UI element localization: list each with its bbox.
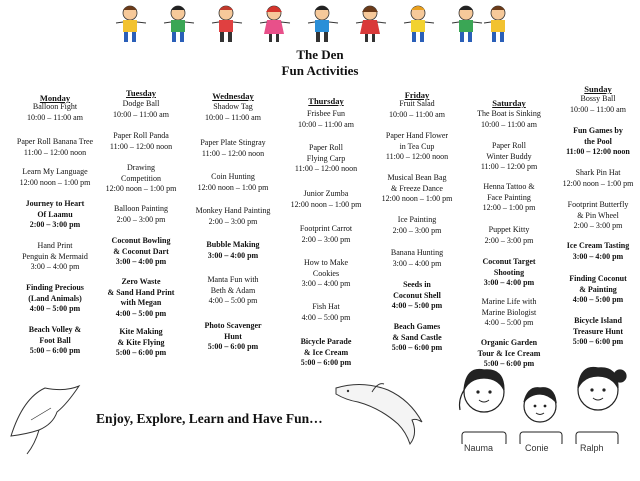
activity-time: 3:00 – 4:00 pm [115, 257, 167, 266]
activity-item [372, 215, 462, 236]
activity-item [556, 168, 640, 189]
activity-time: 4:00 – 5:00 pm [29, 304, 81, 313]
activity-time: 4:00 – 5:00 pm [301, 312, 351, 322]
activity-name: Finding Precious (Land Animals) [26, 283, 84, 303]
activity-time: 10:00 – 11:00 am [570, 104, 626, 114]
activity-name: Paper Hand Flower in Tea Cup [385, 131, 449, 151]
activity-time: 3:00 – 4:00 pm [392, 258, 442, 268]
activity-name: Manta Fun with Beth & Adam [207, 275, 259, 295]
activity-time: 10:00 – 11:00 am [205, 112, 261, 122]
activity-time: 4:00 – 5:00 pm [484, 318, 534, 327]
activity-name: Ice Painting [397, 215, 437, 224]
footer-tagline: Enjoy, Explore, Learn and Have Fun… [96, 411, 323, 426]
activity-time: 11:00 – 12:00 noon [201, 148, 265, 158]
activity-name: Organic Garden Tour & Ice Cream [477, 338, 541, 358]
activity-name: Bicycle Island Treasure Hunt [572, 316, 623, 336]
activity-name: Junior Zumba [303, 189, 349, 198]
activity-item [280, 258, 372, 290]
activity-item [556, 274, 640, 306]
activity-item [96, 131, 186, 152]
activity-item [280, 302, 372, 323]
activity-time: 2:00 – 3:00 pm [484, 235, 534, 245]
activity-time: 10:00 – 11:00 am [481, 119, 537, 129]
activity-time: 2:00 – 3:00 pm [116, 214, 166, 224]
activity-item [462, 141, 556, 173]
activity-item [372, 99, 462, 120]
activity-time: 5:00 – 6:00 pm [483, 359, 535, 368]
activity-time: 2:00 – 3:00 pm [573, 221, 623, 230]
activity-item [186, 275, 280, 307]
activity-name: Henna Tattoo & Face Painting [483, 182, 535, 202]
activity-time: 11:00 – 12:00 pm [480, 162, 538, 171]
activity-name: Fun Games by the Pool [573, 126, 623, 146]
activity-item [462, 225, 556, 246]
activity-item [280, 337, 372, 369]
activity-time: 2:00 – 3:00 pm [208, 216, 258, 226]
activity-time: 10:00 – 11:00 am [389, 109, 445, 119]
activity-name: Fruit Salad [399, 99, 435, 108]
activity-time: 5:00 – 6:00 pm [391, 343, 443, 352]
activity-name: Seeds in Coconut Shell [393, 280, 441, 300]
activity-time: 5:00 – 6:00 pm [207, 342, 259, 351]
activity-time: 3:00 – 4:00 pm [30, 262, 80, 271]
activity-time: 4:00 – 5:00 pm [572, 295, 624, 304]
activity-item [556, 94, 640, 115]
activity-name: Learn My Language [22, 167, 88, 176]
activity-name: Journey to Heart Of Laamu [25, 199, 85, 219]
activity-time: 11:00 – 12:00 noon [109, 141, 173, 151]
activity-time: 4:00 – 5:00 pm [391, 301, 443, 310]
activity-item [462, 109, 556, 130]
day-heading: Monday [39, 93, 71, 103]
activity-name: Banana Hunting [390, 248, 444, 257]
activity-item [372, 322, 462, 354]
activity-time: 2:00 – 3:00 pm [301, 234, 351, 244]
activity-time: 2:00 – 3:00 pm [29, 220, 81, 229]
kids-holding-hands-illustration [108, 4, 513, 44]
activity-item [8, 102, 102, 123]
activity-item [96, 236, 186, 268]
activity-item [96, 163, 186, 195]
activity-name: Paper Roll Banana Tree [16, 137, 94, 146]
activity-time: 5:00 – 6:00 pm [572, 337, 624, 346]
activity-item [8, 167, 102, 188]
day-heading: Sunday [584, 84, 612, 94]
activity-item [556, 241, 640, 262]
activity-time: 5:00 – 6:00 pm [29, 346, 81, 355]
page-title: The Den [296, 47, 344, 62]
manta-ray-drawing [5, 378, 85, 458]
activity-time: 12:00 noon – 1:00 pm [105, 184, 177, 193]
activity-time: 11:00 – 12:00 noon [23, 147, 87, 157]
activity-item [8, 241, 102, 273]
activity-item [280, 109, 372, 130]
name-tag-conie: Conie [525, 443, 549, 453]
activity-time: 3:00 – 4:00 pm [483, 278, 535, 287]
activity-name: Marine Life with Marine Biologist [481, 297, 537, 317]
activity-item [96, 277, 186, 319]
activity-name: The Boat is Sinking [477, 109, 541, 118]
activity-time: 12:00 noon – 1:00 pm [19, 177, 91, 187]
activity-item [8, 283, 102, 315]
activity-item [96, 327, 186, 359]
activity-item [96, 99, 186, 120]
activity-name: How to Make Cookies [304, 258, 348, 278]
activity-item [280, 224, 372, 245]
activity-name: Balloon Painting [114, 204, 168, 213]
activity-item [556, 200, 640, 232]
activity-name: Footprint Butterfly & Pin Wheel [567, 200, 629, 220]
activity-time: 10:00 – 11:00 am [27, 112, 83, 122]
activity-name: Beach Volley & Foot Ball [28, 325, 82, 345]
activity-time: 11:00 – 12:00 noon [566, 147, 630, 156]
activity-item [372, 131, 462, 163]
activity-name: Monkey Hand Painting [195, 206, 271, 215]
activity-time: 10:00 – 11:00 am [298, 119, 354, 129]
activity-item [96, 204, 186, 225]
day-heading: Friday [404, 90, 430, 100]
activity-item [186, 102, 280, 123]
activity-name: Beach Games & Sand Castle [392, 322, 442, 342]
dolphin-drawing [332, 378, 432, 448]
activity-name: Puppet Kitty [488, 225, 530, 234]
activity-name: Coconut Target Shooting [482, 257, 536, 277]
activity-name: Finding Coconut & Painting [569, 274, 627, 294]
activity-name: Coconut Bowling & Coconut Dart [111, 236, 171, 256]
activity-time: 4:00 – 5:00 pm [115, 308, 167, 318]
activity-name: Fish Hat [312, 302, 340, 311]
activity-item [556, 126, 640, 158]
kid-figures [116, 6, 505, 42]
kids-banner-illustration [108, 4, 513, 44]
activity-name: Musical Bean Bag & Freeze Dance [387, 173, 447, 193]
activity-item [186, 206, 280, 227]
activity-name: Footprint Carrot [299, 224, 353, 233]
activity-name: Coin Hunting [211, 172, 255, 181]
activity-item [462, 257, 556, 289]
activity-time: 12:00 noon – 1:00 pm [562, 178, 634, 188]
activity-time: 3:00 – 4:00 pm [207, 250, 259, 260]
activity-name: Kite Making & Kite Flying [117, 327, 165, 347]
activity-name: Dodge Ball [122, 99, 160, 108]
activity-time: 12:00 noon – 1:00 pm [197, 182, 269, 192]
activity-name: Paper Roll Panda [113, 131, 169, 140]
activity-item [280, 189, 372, 210]
activity-name: Zero Waste & Sand Hand Print with Megan [107, 277, 175, 307]
activity-time: 3:00 – 4:00 pm [572, 251, 624, 261]
activity-time: 11:00 – 12:00 noon [385, 152, 449, 161]
activity-name: Bicycle Parade & Ice Cream [300, 337, 352, 357]
activity-name: Paper Plate Stingray [200, 138, 266, 147]
activity-name: Balloon Fight [32, 102, 78, 111]
activity-item [462, 297, 556, 329]
activity-item [372, 248, 462, 269]
activity-item [186, 138, 280, 159]
activity-name: Shark Pin Hat [575, 168, 621, 177]
activity-item [8, 199, 102, 231]
activity-item [372, 280, 462, 312]
activity-name: Ice Cream Tasting [566, 241, 630, 250]
activity-item [372, 173, 462, 205]
name-tag-ralph: Ralph [580, 443, 604, 453]
name-tag-nauma: Nauma [464, 443, 494, 453]
activity-name: Photo Scavenger Hunt [204, 321, 262, 341]
day-heading: Wednesday [212, 91, 254, 101]
activity-item [462, 338, 556, 370]
activity-time: 10:00 – 11:00 am [113, 109, 169, 119]
activity-time: 4:00 – 5:00 pm [208, 296, 258, 305]
activity-name: Paper Roll Flying Carp [306, 143, 346, 163]
activity-name: Hand Print Penguin & Mermaid [22, 241, 88, 261]
activity-item [280, 143, 372, 175]
activity-name: Frisbee Fun [307, 109, 345, 118]
activity-name: Bossy Ball [580, 94, 616, 103]
day-heading: Saturday [492, 98, 526, 108]
activity-item [186, 172, 280, 193]
activity-name: Drawing Competition [121, 163, 161, 183]
activity-item [186, 240, 280, 261]
activity-item [8, 325, 102, 357]
activity-name: Paper Roll Winter Buddy [486, 141, 532, 161]
activity-time: 12:00 noon – 1:00 pm [381, 194, 453, 203]
activity-time: 3:00 – 4:00 pm [301, 279, 351, 288]
page-subtitle: Fun Activities [281, 63, 359, 78]
three-girls-drawing [448, 366, 640, 444]
activity-item [556, 316, 640, 348]
day-heading: Thursday [308, 96, 344, 106]
activity-time: 12:00 noon – 1:00 pm [290, 199, 362, 209]
day-heading: Tuesday [126, 88, 156, 98]
activity-name: Bubble Making [206, 240, 260, 249]
activity-item [8, 137, 102, 158]
activity-time: 12:00 – 1:00 pm [482, 203, 536, 212]
activity-time: 11:00 – 12:00 noon [294, 164, 358, 173]
activity-item [462, 182, 556, 214]
activity-time: 5:00 – 6:00 pm [115, 348, 167, 357]
activity-time: 5:00 – 6:00 pm [300, 358, 352, 367]
activity-time: 2:00 – 3:00 pm [392, 225, 442, 235]
activity-item [186, 321, 280, 353]
activity-name: Shadow Tag [213, 102, 253, 111]
